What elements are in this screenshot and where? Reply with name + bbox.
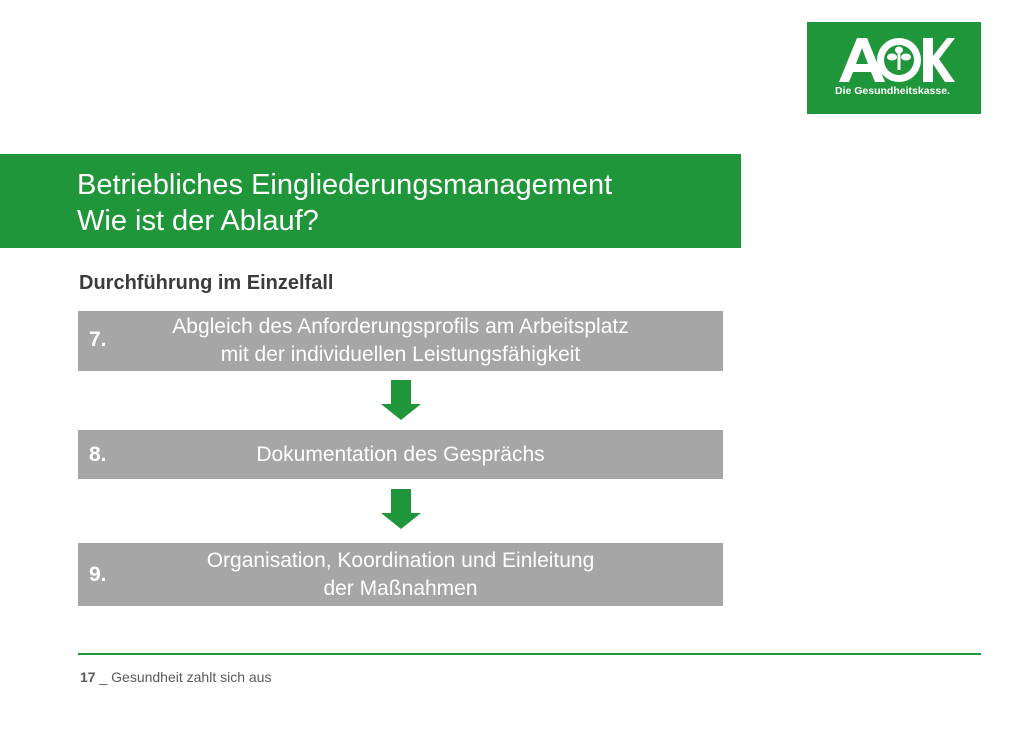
- step-text-line: Abgleich des Anforderungsprofils am Arbeitsplatz: [172, 315, 629, 338]
- page-title: Betriebliches Eingliederungsmanagement: [77, 169, 613, 201]
- down-arrow-icon: [381, 380, 421, 420]
- footer: [80, 669, 271, 685]
- footer-slogan: _ Gesundheit zahlt sich aus: [95, 669, 272, 685]
- step-9-box: [78, 543, 723, 606]
- down-arrow-icon: [381, 489, 421, 529]
- step-number: 7.: [89, 328, 107, 351]
- step-7-box: [78, 311, 723, 371]
- step-text-line: der Maßnahmen: [323, 577, 478, 600]
- step-text: [113, 441, 688, 469]
- aok-wordmark-icon: [837, 34, 955, 86]
- aok-logo: [807, 22, 981, 114]
- title-band: [0, 154, 741, 248]
- step-text-line: mit der individuellen Leistungsfähigkeit: [220, 343, 581, 366]
- footer-divider: [78, 653, 981, 655]
- section-subtitle: Durchführung im Einzelfall: [79, 272, 334, 294]
- logo-tagline: Die Gesundheitskasse.: [835, 85, 950, 97]
- step-number: 9.: [89, 563, 107, 586]
- step-text-line: Dokumentation des Gesprächs: [256, 443, 545, 466]
- step-number: 8.: [89, 443, 107, 466]
- step-8-box: [78, 430, 723, 479]
- step-text: [113, 313, 688, 369]
- page-title-question: Wie ist der Ablauf?: [77, 205, 319, 237]
- step-text-line: Organisation, Koordination und Einleitung: [206, 549, 595, 572]
- step-text: [113, 547, 688, 603]
- page-number: 17: [80, 669, 96, 685]
